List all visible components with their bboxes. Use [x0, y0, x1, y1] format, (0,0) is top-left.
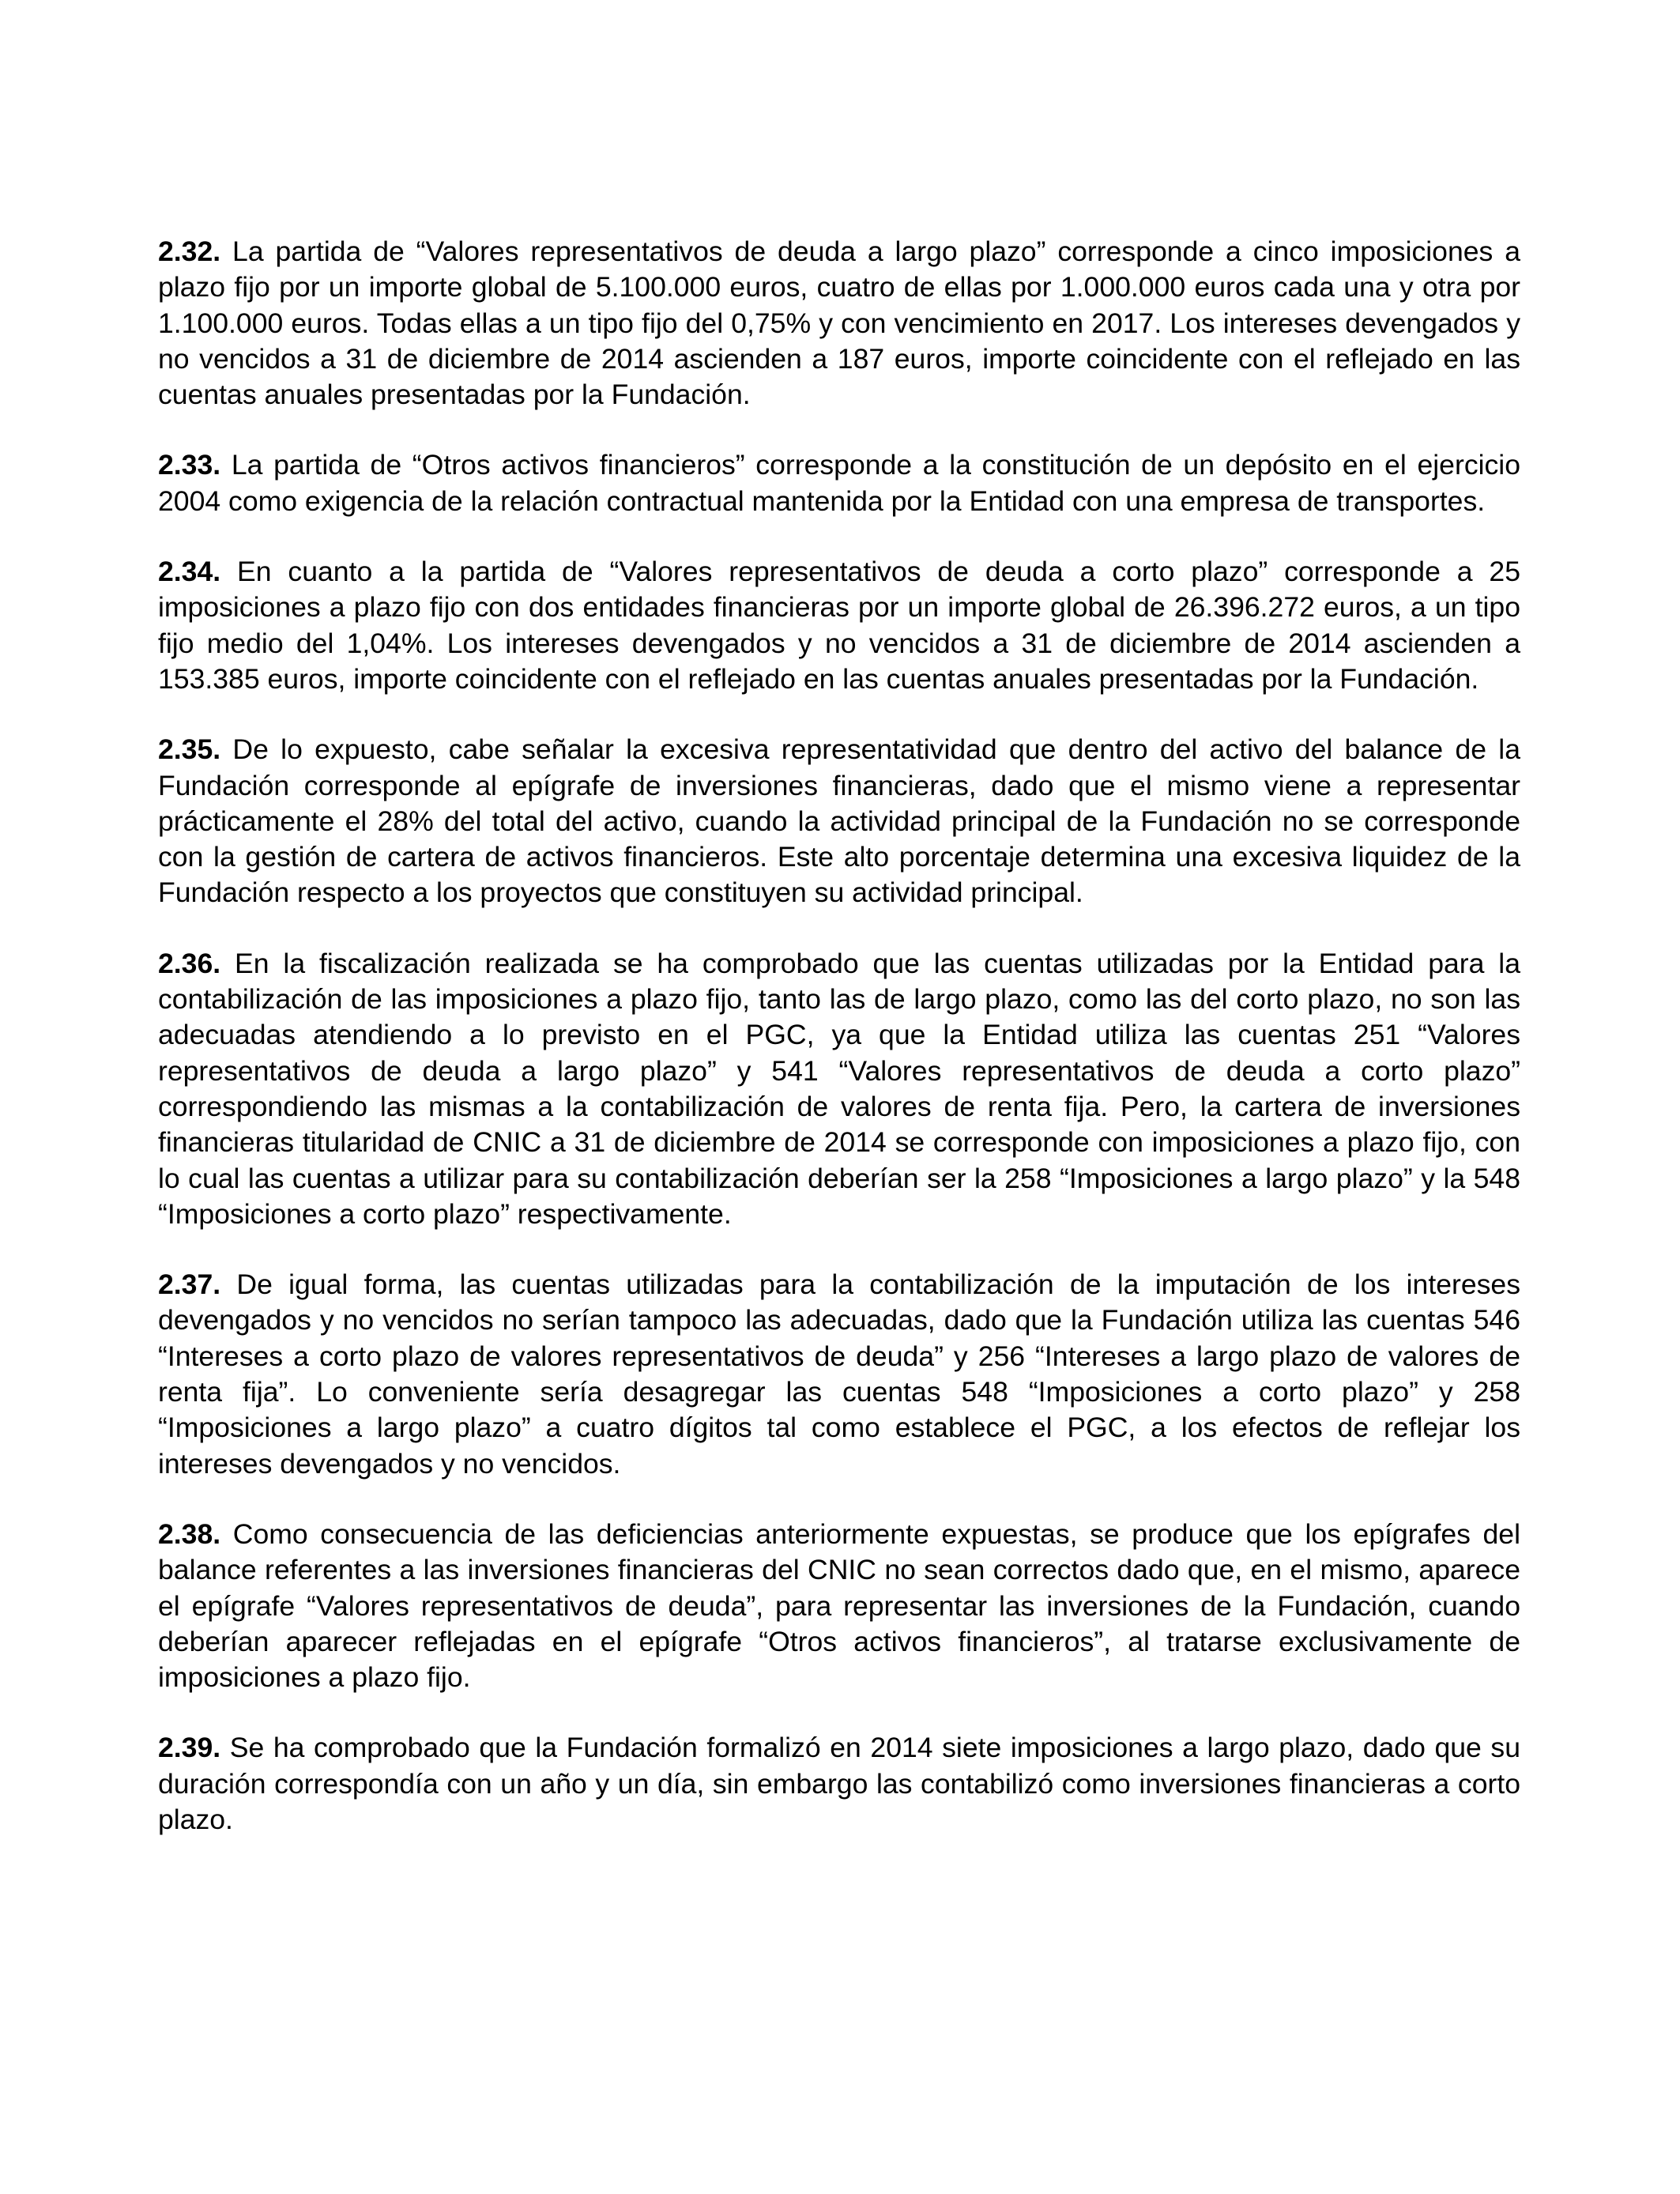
paragraph-2-34 [158, 554, 1520, 697]
paragraph-2-37 [158, 1267, 1520, 1482]
paragraph-number: 2.37. [158, 1269, 221, 1301]
paragraph-number: 2.34. [158, 556, 221, 588]
paragraph-number: 2.39. [158, 1732, 221, 1764]
paragraph-text: La partida de “Otros activos financieros” corresponde a la constitución de un depósito en el ejercicio 2004 como exigencia de la relación contractual mantenida por la Entidad con una empresa de transportes. [158, 449, 1520, 517]
paragraph-text: Se ha comprobado que la Fundación formalizó en 2014 siete imposiciones a largo plazo, dado que su duración correspondía con un año y un día, sin embargo las contabilizó como inversiones financieras a corto plazo. [158, 1732, 1520, 1835]
paragraph-number: 2.36. [158, 947, 221, 979]
paragraph-text: En cuanto a la partida de “Valores representativos de deuda a corto plazo” corresponde a 25 imposiciones a plazo fijo con dos entidades financieras por un importe global de 26.396.272 euros, a un tipo fijo medio del 1,04%. Los intereses devengados y no vencidos a 31 de diciembre de 2014 ascienden a 153.385 euros, importe coincidente con el reflejado en las cuentas anuales presentadas por la Fundación. [158, 556, 1520, 695]
paragraph-2-32 [158, 234, 1520, 413]
paragraph-2-33 [158, 447, 1520, 519]
paragraph-2-38 [158, 1517, 1520, 1695]
paragraph-text: Como consecuencia de las deficiencias anteriormente expuestas, se produce que los epígrafes del balance referentes a las inversiones financieras del CNIC no sean correctos dado que, en el mismo, aparece el epígrafe “Valores representativos de deuda”, para representar las inversiones de la Fundación, cuando deberían aparecer reflejadas en el epígrafe “Otros activos financieros”, al tratarse exclusivamente de imposiciones a plazo fijo. [158, 1517, 1520, 1694]
paragraph-number: 2.38. [158, 1517, 221, 1550]
document-page [158, 234, 1520, 1838]
paragraph-number: 2.35. [158, 733, 221, 766]
paragraph-2-35 [158, 732, 1520, 910]
paragraph-text: En la fiscalización realizada se ha comprobado que las cuentas utilizadas por la Entidad para la contabilización de las imposiciones a plazo fijo, tanto las de largo plazo, como las del corto plazo, no son las adecuadas atendiendo a lo previsto en el PGC, ya que la Entidad utiliza las cuentas 251 “Valores representativos de deuda a largo plazo” y 541 “Valores representativos de deuda a corto plazo” correspondiendo las mismas a la contabilización de valores de renta fija. Pero, la cartera de inversiones financieras titularidad de CNIC a 31 de diciembre de 2014 se corresponde con imposiciones a plazo fijo, con lo cual las cuentas a utilizar para su contabilización deberían ser la 258 “Imposiciones a largo plazo” y la 548 “Imposiciones a corto plazo” respectivamente. [158, 947, 1520, 1230]
paragraph-text: De lo expuesto, cabe señalar la excesiva representatividad que dentro del activo del balance de la Fundación corresponde al epígrafe de inversiones financieras, dado que el mismo viene a representar prácticamente el 28% del total del activo, cuando la actividad principal de la Fundación no se corresponde con la gestión de cartera de activos financieros. Este alto porcentaje determina una excesiva liquidez de la Fundación respecto a los proyectos que constituyen su actividad principal. [158, 733, 1520, 909]
paragraph-2-39 [158, 1730, 1520, 1838]
paragraph-2-36 [158, 946, 1520, 1232]
paragraph-number: 2.32. [158, 236, 221, 267]
paragraph-text: La partida de “Valores representativos de deuda a largo plazo” corresponde a cinco imposiciones a plazo fijo por un importe global de 5.100.000 euros, cuatro de ellas por 1.000.000 euros cada una y otra por 1.100.000 euros. Todas ellas a un tipo fijo del 0,75% y con vencimiento en 2017. Los intereses devengados y no vencidos a 31 de diciembre de 2014 ascienden a 187 euros, importe coincidente con el reflejado en las cuentas anuales presentadas por la Fundación. [158, 236, 1520, 411]
paragraph-number: 2.33. [158, 449, 221, 481]
paragraph-text: De igual forma, las cuentas utilizadas para la contabilización de la imputación de los intereses devengados y no vencidos no serían tampoco las adecuadas, dado que la Fundación utiliza las cuentas 546 “Intereses a corto plazo de valores representativos de deuda” y 256 “Intereses a largo plazo de valores de renta fija”. Lo conveniente sería desagregar las cuentas 548 “Imposiciones a corto plazo” y 258 “Imposiciones a largo plazo” a cuatro dígitos tal como establece el PGC, a los efectos de reflejar los intereses devengados y no vencidos. [158, 1269, 1520, 1480]
